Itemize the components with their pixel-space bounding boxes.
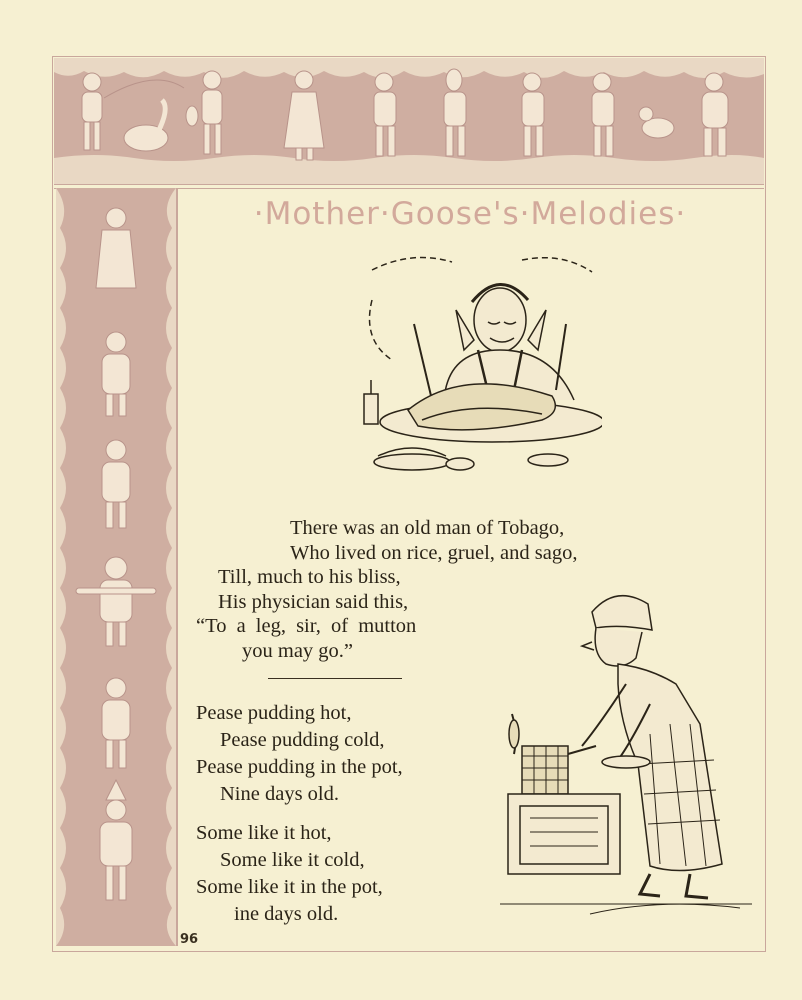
poem-line: “To a leg, sir, of mutton: [196, 615, 417, 637]
poem-line: Who lived on rice, gruel, and sago,: [290, 541, 578, 564]
poem-line: Some like it cold,: [220, 849, 365, 871]
poem-line: ine days old.: [234, 903, 339, 925]
poem-line: Pease pudding in the pot,: [196, 756, 403, 778]
poem-pease-stanza-2: [196, 820, 383, 928]
poem-line: Some like it hot,: [196, 822, 332, 844]
poem-line: Pease pudding cold,: [220, 729, 385, 751]
poem-line: There was an old man of Tobago,: [290, 517, 565, 539]
poem-pease-stanza-1: [196, 700, 403, 808]
man-carving-goose-icon: [352, 250, 602, 486]
poem-line: Nine days old.: [220, 783, 339, 805]
poem-line: Pease pudding hot,: [196, 702, 352, 724]
page-number: 96: [180, 932, 199, 947]
children-column-border-icon: [56, 188, 176, 946]
poem-divider: [268, 678, 402, 679]
side-border: [56, 188, 176, 946]
children-dancing-frieze-icon: [54, 58, 764, 184]
page-title: ·Mother·Goose's·Melodies·: [253, 196, 687, 232]
man-carving-goose-illustration: [352, 250, 602, 486]
side-divider: [176, 188, 178, 946]
poem-line: you may go.”: [242, 639, 354, 662]
poem-line: His physician said this,: [218, 590, 409, 613]
woman-at-stove-icon: [500, 584, 752, 924]
poem-line: Some like it in the pot,: [196, 876, 383, 898]
poem-line: Till, much to his bliss,: [218, 566, 401, 588]
woman-at-stove-illustration: [500, 584, 752, 924]
top-frieze: [54, 58, 764, 184]
